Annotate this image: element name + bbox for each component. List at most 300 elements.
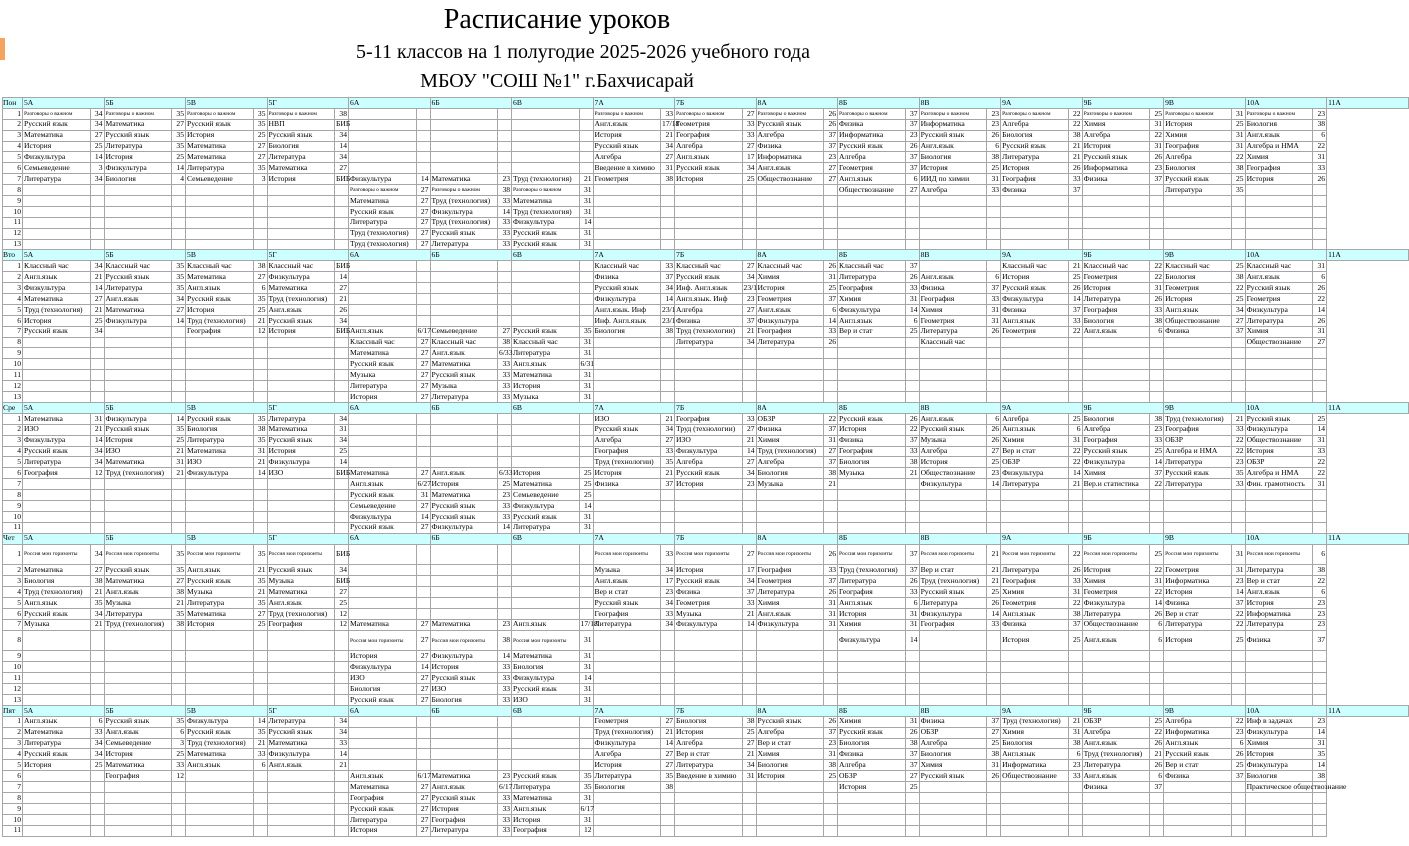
- subject-cell[interactable]: Русский язык: [512, 228, 580, 239]
- room-cell[interactable]: 33: [498, 662, 512, 673]
- subject-cell[interactable]: Русский язык: [1164, 749, 1232, 760]
- room-cell[interactable]: 34: [661, 597, 675, 608]
- room-cell[interactable]: 35: [172, 544, 186, 565]
- room-cell[interactable]: [579, 152, 593, 163]
- room-cell[interactable]: [1150, 490, 1164, 501]
- subject-cell[interactable]: Биология: [838, 738, 906, 749]
- subject-cell[interactable]: Русский язык: [430, 793, 498, 804]
- class-name-cell[interactable]: 7Б: [675, 98, 757, 109]
- room-cell[interactable]: 6: [1231, 738, 1245, 749]
- lesson-number[interactable]: 8: [3, 793, 23, 804]
- room-cell[interactable]: [416, 544, 430, 565]
- room-cell[interactable]: 14: [1313, 424, 1327, 435]
- subject-cell[interactable]: Геометрия: [756, 576, 824, 587]
- room-cell[interactable]: 21: [1068, 716, 1082, 727]
- lesson-number[interactable]: 6: [3, 771, 23, 782]
- subject-cell[interactable]: Русский язык: [267, 130, 335, 141]
- subject-cell[interactable]: [186, 348, 254, 359]
- subject-cell[interactable]: История: [1082, 283, 1150, 294]
- room-cell[interactable]: 38: [987, 749, 1001, 760]
- subject-cell[interactable]: Англ.язык: [186, 760, 254, 771]
- room-cell[interactable]: 37: [905, 152, 919, 163]
- subject-cell[interactable]: Физкультура: [512, 217, 580, 228]
- subject-cell[interactable]: [1245, 651, 1313, 662]
- room-cell[interactable]: [742, 348, 756, 359]
- room-cell[interactable]: [824, 392, 838, 403]
- room-cell[interactable]: 34: [90, 749, 104, 760]
- subject-cell[interactable]: [430, 304, 498, 315]
- subject-cell[interactable]: [23, 392, 91, 403]
- subject-cell[interactable]: [593, 825, 661, 836]
- subject-cell[interactable]: Труд (технология): [267, 294, 335, 305]
- room-cell[interactable]: [1150, 185, 1164, 196]
- subject-cell[interactable]: Труд (технология): [23, 587, 91, 598]
- room-cell[interactable]: 23/1: [662, 304, 676, 314]
- room-cell[interactable]: 27: [824, 163, 838, 174]
- subject-cell[interactable]: [1164, 500, 1232, 511]
- subject-cell[interactable]: Физкультура: [1245, 424, 1313, 435]
- room-cell[interactable]: [335, 206, 349, 217]
- room-cell[interactable]: [661, 370, 675, 381]
- room-cell[interactable]: [742, 814, 756, 825]
- subject-cell[interactable]: [756, 228, 824, 239]
- room-cell[interactable]: [987, 206, 1001, 217]
- room-cell[interactable]: [1313, 673, 1327, 684]
- subject-cell[interactable]: Химия: [1082, 119, 1150, 130]
- room-cell[interactable]: [253, 814, 267, 825]
- room-cell[interactable]: 25: [253, 619, 267, 630]
- room-cell[interactable]: [905, 359, 919, 370]
- room-cell[interactable]: [579, 413, 593, 424]
- subject-cell[interactable]: Литература: [838, 272, 906, 283]
- subject-cell[interactable]: Информатика: [1245, 608, 1313, 619]
- subject-cell[interactable]: История: [675, 565, 743, 576]
- subject-cell[interactable]: Биология: [1245, 771, 1313, 782]
- room-cell[interactable]: [987, 217, 1001, 228]
- subject-cell[interactable]: [512, 304, 580, 315]
- class-name-cell[interactable]: 9Б: [1082, 250, 1164, 261]
- subject-cell[interactable]: [430, 119, 498, 130]
- room-cell[interactable]: 34: [90, 738, 104, 749]
- room-cell[interactable]: [1231, 370, 1245, 381]
- room-cell[interactable]: 6: [253, 283, 267, 294]
- subject-cell[interactable]: [675, 825, 743, 836]
- room-cell[interactable]: [1068, 196, 1082, 207]
- room-cell[interactable]: 22: [1313, 141, 1327, 152]
- room-cell[interactable]: 27: [905, 771, 919, 782]
- subject-cell[interactable]: [1164, 348, 1232, 359]
- subject-cell[interactable]: География: [838, 587, 906, 598]
- room-cell[interactable]: [987, 803, 1001, 814]
- lesson-number[interactable]: 4: [3, 749, 23, 760]
- class-name-cell[interactable]: 6В: [512, 98, 594, 109]
- room-cell[interactable]: 14: [987, 608, 1001, 619]
- subject-cell[interactable]: [512, 446, 580, 457]
- subject-cell[interactable]: Русский язык: [919, 130, 987, 141]
- room-cell[interactable]: [661, 825, 675, 836]
- room-cell[interactable]: [987, 370, 1001, 381]
- room-cell[interactable]: 25: [579, 479, 593, 490]
- subject-cell[interactable]: Труд (технология): [593, 727, 661, 738]
- subject-cell[interactable]: География: [23, 468, 91, 479]
- room-cell[interactable]: [335, 348, 349, 359]
- subject-cell[interactable]: [349, 413, 417, 424]
- subject-cell[interactable]: Литература: [23, 738, 91, 749]
- room-cell[interactable]: 23: [824, 152, 838, 163]
- room-cell[interactable]: [1068, 684, 1082, 695]
- subject-cell[interactable]: Россия мои горизонты: [756, 544, 824, 565]
- room-cell[interactable]: [253, 825, 267, 836]
- room-cell[interactable]: [416, 738, 430, 749]
- room-cell[interactable]: [905, 803, 919, 814]
- subject-cell[interactable]: Физкультура: [267, 272, 335, 283]
- subject-cell[interactable]: Вер и стат: [919, 565, 987, 576]
- room-cell[interactable]: 21: [742, 435, 756, 446]
- room-cell[interactable]: [335, 185, 349, 196]
- room-cell[interactable]: 25: [987, 587, 1001, 598]
- subject-cell[interactable]: Математика: [104, 457, 172, 468]
- subject-cell[interactable]: История: [104, 152, 172, 163]
- room-cell[interactable]: [579, 608, 593, 619]
- subject-cell[interactable]: Математика: [430, 174, 498, 185]
- subject-cell[interactable]: Классный час: [430, 337, 498, 348]
- subject-cell[interactable]: Математика: [349, 619, 417, 630]
- lesson-number[interactable]: 6: [3, 315, 23, 326]
- lesson-number[interactable]: 2: [3, 272, 23, 283]
- subject-cell[interactable]: Классный час: [593, 261, 661, 272]
- subject-cell[interactable]: Литература: [104, 283, 172, 294]
- room-cell[interactable]: [172, 239, 186, 250]
- subject-cell[interactable]: История: [675, 727, 743, 738]
- class-name-cell[interactable]: 6Б: [430, 250, 512, 261]
- room-cell[interactable]: 34: [335, 152, 349, 163]
- subject-cell[interactable]: [430, 413, 498, 424]
- subject-cell[interactable]: [186, 651, 254, 662]
- subject-cell[interactable]: [1001, 522, 1069, 533]
- subject-cell[interactable]: Литература: [186, 597, 254, 608]
- room-cell[interactable]: [742, 522, 756, 533]
- subject-cell[interactable]: Математика: [349, 196, 417, 207]
- subject-cell[interactable]: Литература: [104, 608, 172, 619]
- subject-cell[interactable]: Физкультура: [1001, 468, 1069, 479]
- room-cell[interactable]: 38: [1150, 413, 1164, 424]
- room-cell[interactable]: 26: [987, 597, 1001, 608]
- subject-cell[interactable]: Литература: [186, 163, 254, 174]
- subject-cell[interactable]: [675, 695, 743, 706]
- subject-cell[interactable]: География: [919, 619, 987, 630]
- room-cell[interactable]: 27: [416, 695, 430, 706]
- subject-cell[interactable]: [838, 217, 906, 228]
- subject-cell[interactable]: [349, 565, 417, 576]
- subject-cell[interactable]: ИЗО: [267, 468, 335, 479]
- room-cell[interactable]: 14: [335, 141, 349, 152]
- subject-cell[interactable]: Русский язык: [23, 326, 91, 337]
- subject-cell[interactable]: Физкультура: [512, 500, 580, 511]
- subject-cell[interactable]: Россия мои горизонты: [675, 544, 743, 565]
- subject-cell[interactable]: [1001, 490, 1069, 501]
- subject-cell[interactable]: Математика: [349, 782, 417, 793]
- room-cell[interactable]: [1231, 651, 1245, 662]
- subject-cell[interactable]: Русский язык: [593, 424, 661, 435]
- subject-cell[interactable]: [349, 457, 417, 468]
- subject-cell[interactable]: Русский язык: [349, 206, 417, 217]
- room-cell[interactable]: [253, 185, 267, 196]
- room-cell[interactable]: 38: [1068, 130, 1082, 141]
- room-cell[interactable]: 27: [416, 217, 430, 228]
- subject-cell[interactable]: [430, 152, 498, 163]
- subject-cell[interactable]: Англ.язык: [104, 587, 172, 598]
- subject-cell[interactable]: Труд (технология): [1082, 749, 1150, 760]
- room-cell[interactable]: [987, 825, 1001, 836]
- room-cell[interactable]: 23: [498, 490, 512, 501]
- room-cell[interactable]: 35: [172, 716, 186, 727]
- room-cell[interactable]: [172, 337, 186, 348]
- class-name-cell[interactable]: 10А: [1245, 250, 1327, 261]
- subject-cell[interactable]: [349, 597, 417, 608]
- subject-cell[interactable]: Музыка: [430, 381, 498, 392]
- subject-cell[interactable]: Англ.язык: [1245, 130, 1313, 141]
- room-cell[interactable]: [253, 239, 267, 250]
- subject-cell[interactable]: [593, 500, 661, 511]
- room-cell[interactable]: [498, 108, 512, 119]
- subject-cell[interactable]: [512, 587, 580, 598]
- room-cell[interactable]: 25: [1231, 119, 1245, 130]
- room-cell[interactable]: 37: [1068, 304, 1082, 315]
- subject-cell[interactable]: Математика: [267, 587, 335, 598]
- subject-cell[interactable]: [186, 793, 254, 804]
- subject-cell[interactable]: [1082, 239, 1150, 250]
- subject-cell[interactable]: Химия: [1082, 576, 1150, 587]
- room-cell[interactable]: 21: [172, 597, 186, 608]
- room-cell[interactable]: [905, 206, 919, 217]
- subject-cell[interactable]: Музыка: [756, 479, 824, 490]
- room-cell[interactable]: 14: [742, 619, 756, 630]
- subject-cell[interactable]: Англ.язык: [512, 803, 580, 814]
- subject-cell[interactable]: [23, 500, 91, 511]
- subject-cell[interactable]: ОБЗР: [1001, 457, 1069, 468]
- subject-cell[interactable]: История: [1001, 630, 1069, 651]
- room-cell[interactable]: 27: [416, 185, 430, 196]
- room-cell[interactable]: 21: [253, 738, 267, 749]
- room-cell[interactable]: 33: [498, 673, 512, 684]
- subject-cell[interactable]: [267, 479, 335, 490]
- lesson-number[interactable]: 11: [3, 217, 23, 228]
- room-cell[interactable]: 14: [824, 315, 838, 326]
- room-cell[interactable]: [661, 228, 675, 239]
- room-cell[interactable]: 33: [1231, 424, 1245, 435]
- room-cell[interactable]: [1231, 337, 1245, 348]
- subject-cell[interactable]: ИИД по химии: [919, 174, 987, 185]
- room-cell[interactable]: 33: [498, 814, 512, 825]
- class-name-cell[interactable]: 8А: [756, 705, 838, 716]
- room-cell[interactable]: [1068, 673, 1082, 684]
- room-cell[interactable]: 14: [498, 522, 512, 533]
- room-cell[interactable]: 31: [1068, 727, 1082, 738]
- subject-cell[interactable]: Классный час: [675, 261, 743, 272]
- subject-cell[interactable]: [430, 283, 498, 294]
- room-cell[interactable]: 6: [905, 315, 919, 326]
- subject-cell[interactable]: [919, 392, 987, 403]
- room-cell[interactable]: [579, 576, 593, 587]
- room-cell[interactable]: 25: [1231, 261, 1245, 272]
- subject-cell[interactable]: [1164, 217, 1232, 228]
- day-label[interactable]: Сре: [3, 402, 23, 413]
- subject-cell[interactable]: [919, 684, 987, 695]
- subject-cell[interactable]: [1082, 662, 1150, 673]
- class-name-cell[interactable]: 6В: [512, 250, 594, 261]
- room-cell[interactable]: 6: [987, 272, 1001, 283]
- subject-cell[interactable]: [756, 239, 824, 250]
- room-cell[interactable]: [1313, 392, 1327, 403]
- room-cell[interactable]: [824, 522, 838, 533]
- subject-cell[interactable]: История: [756, 771, 824, 782]
- room-cell[interactable]: [661, 684, 675, 695]
- room-cell[interactable]: 21: [661, 727, 675, 738]
- subject-cell[interactable]: Физкультура: [1245, 727, 1313, 738]
- room-cell[interactable]: 25: [172, 435, 186, 446]
- room-cell[interactable]: 37: [1313, 630, 1327, 651]
- room-cell[interactable]: 38: [1150, 315, 1164, 326]
- subject-cell[interactable]: [104, 479, 172, 490]
- room-cell[interactable]: 31: [579, 206, 593, 217]
- subject-cell[interactable]: [430, 108, 498, 119]
- room-cell[interactable]: [1231, 206, 1245, 217]
- subject-cell[interactable]: География: [1164, 141, 1232, 152]
- room-cell[interactable]: [987, 695, 1001, 706]
- room-cell[interactable]: [1313, 511, 1327, 522]
- room-cell[interactable]: 37: [905, 163, 919, 174]
- subject-cell[interactable]: [919, 695, 987, 706]
- room-cell[interactable]: 25: [987, 163, 1001, 174]
- room-cell[interactable]: 35: [1231, 185, 1245, 196]
- room-cell[interactable]: 31: [579, 196, 593, 207]
- subject-cell[interactable]: Классный час: [23, 261, 91, 272]
- subject-cell[interactable]: [186, 814, 254, 825]
- lesson-number[interactable]: 1: [3, 413, 23, 424]
- room-cell[interactable]: 34: [90, 326, 104, 337]
- room-cell[interactable]: БИБ: [336, 173, 351, 183]
- room-cell[interactable]: 14: [579, 217, 593, 228]
- lesson-number[interactable]: 7: [3, 326, 23, 337]
- room-cell[interactable]: 37: [905, 435, 919, 446]
- subject-cell[interactable]: Классный час: [267, 261, 335, 272]
- room-cell[interactable]: 33: [987, 619, 1001, 630]
- subject-cell[interactable]: Классный час: [186, 261, 254, 272]
- subject-cell[interactable]: Физика: [919, 716, 987, 727]
- subject-cell[interactable]: [756, 793, 824, 804]
- subject-cell[interactable]: Физика: [1164, 771, 1232, 782]
- subject-cell[interactable]: [1164, 511, 1232, 522]
- room-cell[interactable]: 14: [416, 511, 430, 522]
- subject-cell[interactable]: Русский язык: [512, 511, 580, 522]
- subject-cell[interactable]: Классный час: [1245, 261, 1313, 272]
- room-cell[interactable]: 27: [987, 727, 1001, 738]
- room-cell[interactable]: 31: [1313, 738, 1327, 749]
- subject-cell[interactable]: [919, 511, 987, 522]
- subject-cell[interactable]: Химия: [1001, 435, 1069, 446]
- subject-cell[interactable]: [104, 490, 172, 501]
- subject-cell[interactable]: Физика: [593, 479, 661, 490]
- room-cell[interactable]: [172, 381, 186, 392]
- room-cell[interactable]: БИБ: [336, 467, 351, 477]
- room-cell[interactable]: 33: [498, 370, 512, 381]
- lesson-number[interactable]: 5: [3, 597, 23, 608]
- subject-cell[interactable]: [675, 793, 743, 804]
- subject-cell[interactable]: [23, 196, 91, 207]
- room-cell[interactable]: 33: [1313, 446, 1327, 457]
- subject-cell[interactable]: Музыка: [349, 370, 417, 381]
- subject-cell[interactable]: [23, 479, 91, 490]
- room-cell[interactable]: [90, 185, 104, 196]
- room-cell[interactable]: 14: [1313, 727, 1327, 738]
- class-name-cell[interactable]: 6Б: [430, 402, 512, 413]
- subject-cell[interactable]: Русский язык: [104, 272, 172, 283]
- subject-cell[interactable]: [430, 272, 498, 283]
- subject-cell[interactable]: [919, 490, 987, 501]
- lesson-number[interactable]: 4: [3, 141, 23, 152]
- room-cell[interactable]: [253, 803, 267, 814]
- room-cell[interactable]: 27: [172, 576, 186, 587]
- room-cell[interactable]: [742, 651, 756, 662]
- class-name-cell[interactable]: 5А: [23, 250, 105, 261]
- room-cell[interactable]: 31: [905, 294, 919, 305]
- room-cell[interactable]: 23: [498, 174, 512, 185]
- subject-cell[interactable]: [430, 446, 498, 457]
- subject-cell[interactable]: Разговоры о важном: [512, 185, 580, 196]
- room-cell[interactable]: [416, 272, 430, 283]
- subject-cell[interactable]: [1164, 695, 1232, 706]
- subject-cell[interactable]: [23, 185, 91, 196]
- subject-cell[interactable]: Алгебра: [1082, 424, 1150, 435]
- room-cell[interactable]: 33: [661, 608, 675, 619]
- room-cell[interactable]: [824, 381, 838, 392]
- room-cell[interactable]: 4: [172, 174, 186, 185]
- class-name-cell[interactable]: 9А: [1001, 98, 1083, 109]
- room-cell[interactable]: [335, 217, 349, 228]
- subject-cell[interactable]: Физкультура: [104, 315, 172, 326]
- room-cell[interactable]: 33: [335, 738, 349, 749]
- subject-cell[interactable]: [838, 348, 906, 359]
- subject-cell[interactable]: История: [593, 130, 661, 141]
- subject-cell[interactable]: [512, 163, 580, 174]
- room-cell[interactable]: 27: [172, 304, 186, 315]
- room-cell[interactable]: [498, 304, 512, 315]
- room-cell[interactable]: 14: [90, 435, 104, 446]
- room-cell[interactable]: 33: [498, 793, 512, 804]
- subject-cell[interactable]: [512, 294, 580, 305]
- subject-cell[interactable]: [267, 814, 335, 825]
- subject-cell[interactable]: [838, 803, 906, 814]
- room-cell[interactable]: 22: [1313, 294, 1327, 305]
- subject-cell[interactable]: [675, 228, 743, 239]
- room-cell[interactable]: [579, 119, 593, 130]
- subject-cell[interactable]: Математика: [186, 141, 254, 152]
- room-cell[interactable]: 21: [824, 479, 838, 490]
- subject-cell[interactable]: Разговоры о важном: [1164, 108, 1232, 119]
- class-name-cell[interactable]: 9В: [1164, 98, 1246, 109]
- subject-cell[interactable]: Англ.язык: [1001, 749, 1069, 760]
- room-cell[interactable]: 33: [742, 130, 756, 141]
- lesson-number[interactable]: 12: [3, 381, 23, 392]
- subject-cell[interactable]: Музыка: [919, 435, 987, 446]
- subject-cell[interactable]: Физкультура: [23, 283, 91, 294]
- room-cell[interactable]: [416, 283, 430, 294]
- room-cell[interactable]: [416, 597, 430, 608]
- subject-cell[interactable]: [104, 359, 172, 370]
- room-cell[interactable]: 25: [905, 782, 919, 793]
- room-cell[interactable]: [824, 196, 838, 207]
- lesson-number[interactable]: 10: [3, 511, 23, 522]
